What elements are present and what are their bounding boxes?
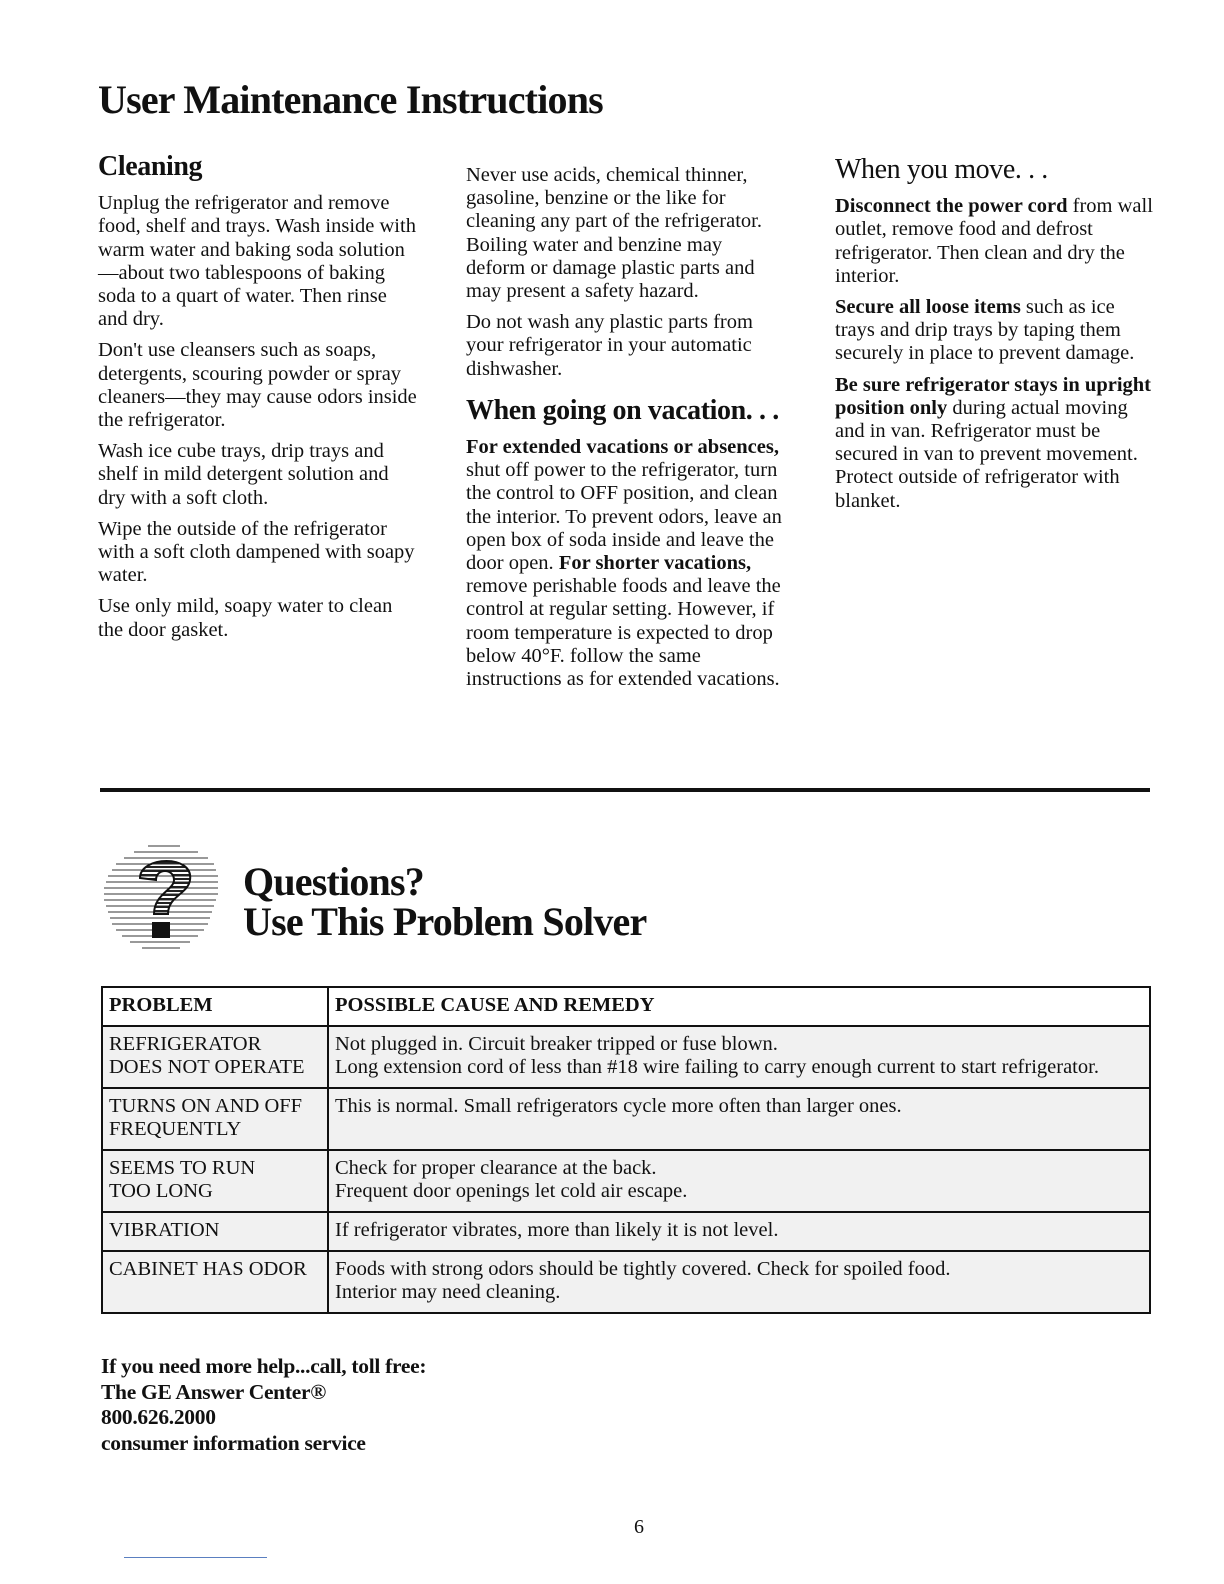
move-heading: When you move. . . bbox=[835, 154, 1048, 185]
toll-free-number: 800.626.2000 bbox=[101, 1405, 216, 1429]
table-row bbox=[102, 1088, 1150, 1150]
extended-vacation-text: shut off power to the refrigerator, turn the control to OFF position, and clean the interior. To prevent odors, leave an open box of soda inside and leave the door open. bbox=[466, 459, 782, 575]
problem-solver-title bbox=[243, 859, 647, 944]
cleaning-paragraph-5: Use only mild, soapy water to clean the door gasket. bbox=[98, 595, 393, 641]
questions-line: Questions? bbox=[243, 859, 424, 904]
answer-center-name: The GE Answer Center® bbox=[101, 1379, 326, 1404]
table-row bbox=[102, 1150, 1150, 1212]
move-p3-lead: Be sure refrigerator stays in upright position only bbox=[835, 373, 1152, 419]
cleaning-paragraph-2: Don't use cleansers such as soaps, detergents, scouring powder or spray cleaners—they may cause odors inside the refrigerator. bbox=[98, 339, 417, 432]
remedy-cell: This is normal. Small refrigerators cycle more often than larger ones. bbox=[328, 1088, 1150, 1150]
move-p1-text: from wall outlet, remove food and defrost refrigerator. Then clean and dry the interior. bbox=[835, 195, 1153, 287]
cleaning-paragraph-7: Do not wash any plastic parts from your refrigerator in your automatic dishwasher. bbox=[466, 311, 753, 380]
remedy-cell: Check for proper clearance at the back. Frequent door openings let cold air escape. bbox=[328, 1150, 1150, 1212]
move-p2-text: such as ice trays and drip trays by taping them securely in place to prevent damage. bbox=[835, 296, 1135, 365]
cleaning-paragraph-1: Unplug the refrigerator and remove food, shelf and trays. Wash inside with warm water and baking soda solution—about two tablespoons of baking soda to a quart of water. Then rinse and dry. bbox=[98, 192, 416, 331]
cleaning-section bbox=[98, 151, 418, 650]
problem-column-header: PROBLEM bbox=[102, 987, 328, 1026]
remedy-cell: If refrigerator vibrates, more than likely it is not level. bbox=[328, 1212, 1150, 1251]
extended-vacation-lead: For extended vacations or absences, bbox=[466, 436, 779, 459]
page-number: 6 bbox=[634, 1516, 644, 1538]
table-row bbox=[102, 1251, 1150, 1313]
cleaning-paragraph-4: Wipe the outside of the refrigerator with a soft cloth dampened with soapy water. bbox=[98, 517, 415, 587]
move-paragraph-1 bbox=[835, 195, 1155, 288]
footer-line bbox=[124, 1557, 267, 1558]
shorter-vacation-lead: For shorter vacations, bbox=[558, 552, 752, 575]
cleaning-continued-section bbox=[466, 164, 786, 691]
remedy-column-header: POSSIBLE CAUSE AND REMEDY bbox=[328, 987, 1150, 1026]
move-section bbox=[835, 154, 1155, 521]
problem-cell: CABINET HAS ODOR bbox=[102, 1251, 328, 1313]
table-header-row bbox=[102, 987, 1150, 1026]
move-paragraph-2 bbox=[835, 296, 1155, 366]
table-row bbox=[102, 1026, 1150, 1088]
page-title: User Maintenance Instructions bbox=[98, 77, 603, 122]
vacation-paragraph bbox=[466, 436, 786, 691]
vacation-heading: When going on vacation. . . bbox=[466, 394, 779, 426]
problem-solver-line: Use This Problem Solver bbox=[243, 899, 647, 944]
move-paragraph-3 bbox=[835, 374, 1155, 513]
problem-solver-table bbox=[101, 986, 1151, 1314]
problem-cell: REFRIGERATOR DOES NOT OPERATE bbox=[102, 1026, 328, 1088]
remedy-cell: Not plugged in. Circuit breaker tripped or fuse blown. Long extension cord of less than #18 wire failing to carry enough current to start refrigerator. bbox=[328, 1026, 1150, 1088]
cleaning-heading: Cleaning bbox=[98, 151, 203, 182]
shorter-vacation-text: remove perishable foods and leave the control at regular setting. However, if room temperature is expected to drop below 40°F. follow the same instructions as for extended vacations. bbox=[466, 575, 781, 691]
cleaning-paragraph-3: Wash ice cube trays, drip trays and shelf in mild detergent solution and dry with a soft cloth. bbox=[98, 440, 389, 509]
help-contact-block bbox=[101, 1354, 426, 1456]
section-divider bbox=[100, 788, 1150, 792]
move-p2-lead: Secure all loose items bbox=[835, 296, 1021, 319]
move-p3-text: during actual moving and in van. Refrigerator must be secured in van to prevent movement. Protect outside of refrigerator with blanket. bbox=[835, 396, 1138, 512]
problem-cell: TURNS ON AND OFF FREQUENTLY bbox=[102, 1088, 328, 1150]
problem-cell: SEEMS TO RUN TOO LONG bbox=[102, 1150, 328, 1212]
help-call-line: If you need more help...call, toll free: bbox=[101, 1354, 427, 1378]
service-description: consumer information service bbox=[101, 1430, 366, 1455]
remedy-cell: Foods with strong odors should be tightly covered. Check for spoiled food. Interior may need cleaning. bbox=[328, 1251, 1150, 1313]
problem-cell: VIBRATION bbox=[102, 1212, 328, 1251]
question-mark-icon bbox=[98, 838, 230, 960]
move-p1-lead: Disconnect the power cord bbox=[835, 195, 1068, 218]
table-row bbox=[102, 1212, 1150, 1251]
cleaning-paragraph-6: Never use acids, chemical thinner, gasoline, benzine or the like for cleaning any part of the refrigerator. Boiling water and benzine may deform or damage plastic parts and may present a safety hazard. bbox=[466, 164, 762, 303]
